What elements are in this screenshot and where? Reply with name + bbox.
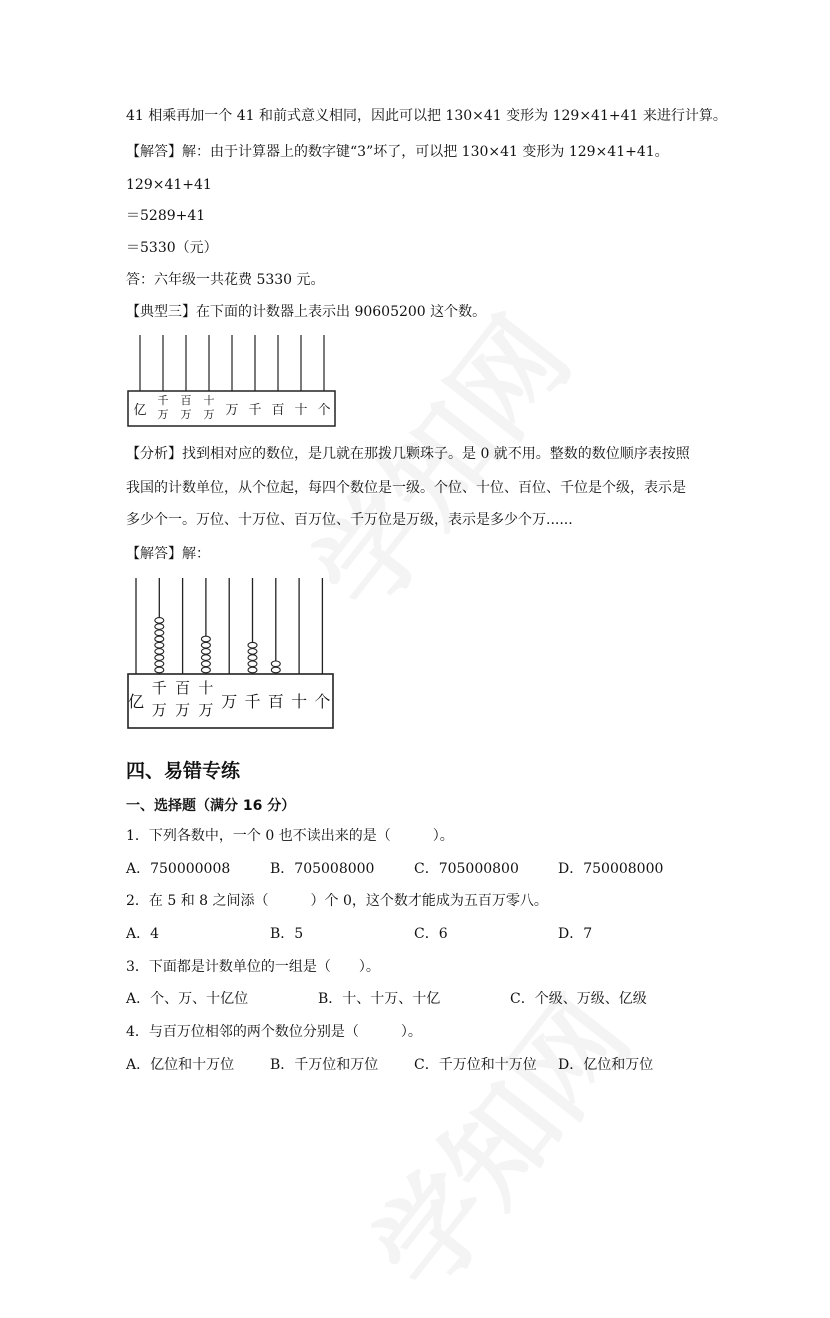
text-line: 【分析】找到相对应的数位，是几就在那拨几颗珠子。是 0 就不用。整数的数位顺序表按照 [126,446,690,462]
place-label: 百 [175,679,191,697]
abacus-empty [126,333,338,429]
bead [201,667,210,673]
bead [155,618,164,624]
question-2: 2．在 5 和 8 之间添（ ）个 0，这个数才能成为五百万零八。 [126,893,548,909]
place-label: 万 [225,403,239,418]
question-1: 1．下列各数中，一个 0 也不读出来的是（ ）。 [126,828,454,844]
text-line: ＝5289+41 [126,208,206,224]
text-line: 【典型三】在下面的计数器上表示出 90605200 这个数。 [126,304,487,320]
option-a[interactable]: A．4 [126,926,160,942]
place-label: 万 [180,408,192,421]
text-line: 129×41+41 [126,177,212,193]
place-label: 十 [294,403,308,418]
place-label: 万 [203,408,215,421]
option-d[interactable]: D．7 [558,926,593,942]
bead [155,624,164,630]
bead [248,649,257,655]
place-label: 十 [291,692,308,711]
option-d[interactable]: D．750008000 [558,861,664,877]
bead [201,636,210,642]
option-b[interactable]: B．千万位和万位 [270,1057,379,1073]
bead [155,642,164,648]
place-label: 亿 [127,692,145,711]
place-label: 百 [271,403,285,418]
section-title: 四、易错专练 [126,760,241,782]
place-label: 个 [314,692,331,711]
option-c[interactable]: C．6 [414,926,448,942]
place-label: 十 [203,394,215,407]
text-line: 【解答】解：由于计算器上的数字键“3”坏了，可以把 130×41 变形为 129×41+41。 [126,144,669,160]
bead [271,667,280,673]
bead [248,667,257,673]
place-label: 千 [244,692,261,711]
option-a[interactable]: A．个、万、十亿位 [126,991,249,1007]
option-c[interactable]: C．个级、万级、亿级 [510,991,647,1007]
place-label: 千 [157,394,169,407]
place-label: 千 [151,679,167,697]
option-b[interactable]: B．十、十万、十亿 [318,991,441,1007]
text-line: 41 相乘再加一个 41 和前式意义相同，因此可以把 130×41 变形为 129×41+41 来进行计算。 [126,108,727,124]
question-3: 3．下面都是计数单位的一组是（ ）。 [126,959,380,975]
option-a[interactable]: A．750000008 [126,861,231,877]
place-label: 百 [180,394,192,407]
bead [155,649,164,655]
text-line: 我国的计数单位，从个位起，每四个数位是一级。个位、十位、百位、千位是个级，表示是 [126,480,686,496]
bead [155,655,164,661]
place-label: 万 [221,692,238,711]
text-line: 【解答】解： [126,546,210,562]
option-c[interactable]: C．千万位和十万位 [414,1057,537,1073]
bead [155,667,164,673]
bead [201,642,210,648]
place-label: 万 [198,701,214,719]
watermark [331,960,659,1317]
bead [271,661,280,667]
question-4: 4．与百万位相邻的两个数位分别是（ ）。 [126,1024,422,1040]
text-line: 答：六年级一共花费 5330 元。 [126,272,325,288]
option-c[interactable]: C．705000800 [414,861,519,877]
bead [201,649,210,655]
place-label: 千 [248,403,262,418]
bead [155,630,164,636]
bead [248,661,257,667]
place-label: 百 [267,692,284,711]
place-label: 个 [317,403,331,418]
subsection-title: 一、选择题（满分 16 分） [126,798,296,814]
bead [155,636,164,642]
bead [248,655,257,661]
bead [248,642,257,648]
option-b[interactable]: B．705008000 [270,861,375,877]
place-label: 亿 [133,403,147,418]
bead [201,655,210,661]
text-line: 多少个一。万位、十万位、百万位、千万位是万级，表示是多少个万...... [126,512,573,528]
place-label: 万 [175,701,191,719]
option-d[interactable]: D．亿位和万位 [558,1057,654,1073]
option-b[interactable]: B．5 [270,926,304,942]
place-label: 万 [151,701,167,719]
place-label: 万 [157,408,169,421]
option-a[interactable]: A．亿位和十万位 [126,1057,235,1073]
place-label: 十 [198,679,214,697]
bead [201,661,210,667]
bead [155,661,164,667]
text-line: ＝5330（元） [126,240,218,256]
abacus-filled [126,576,336,732]
